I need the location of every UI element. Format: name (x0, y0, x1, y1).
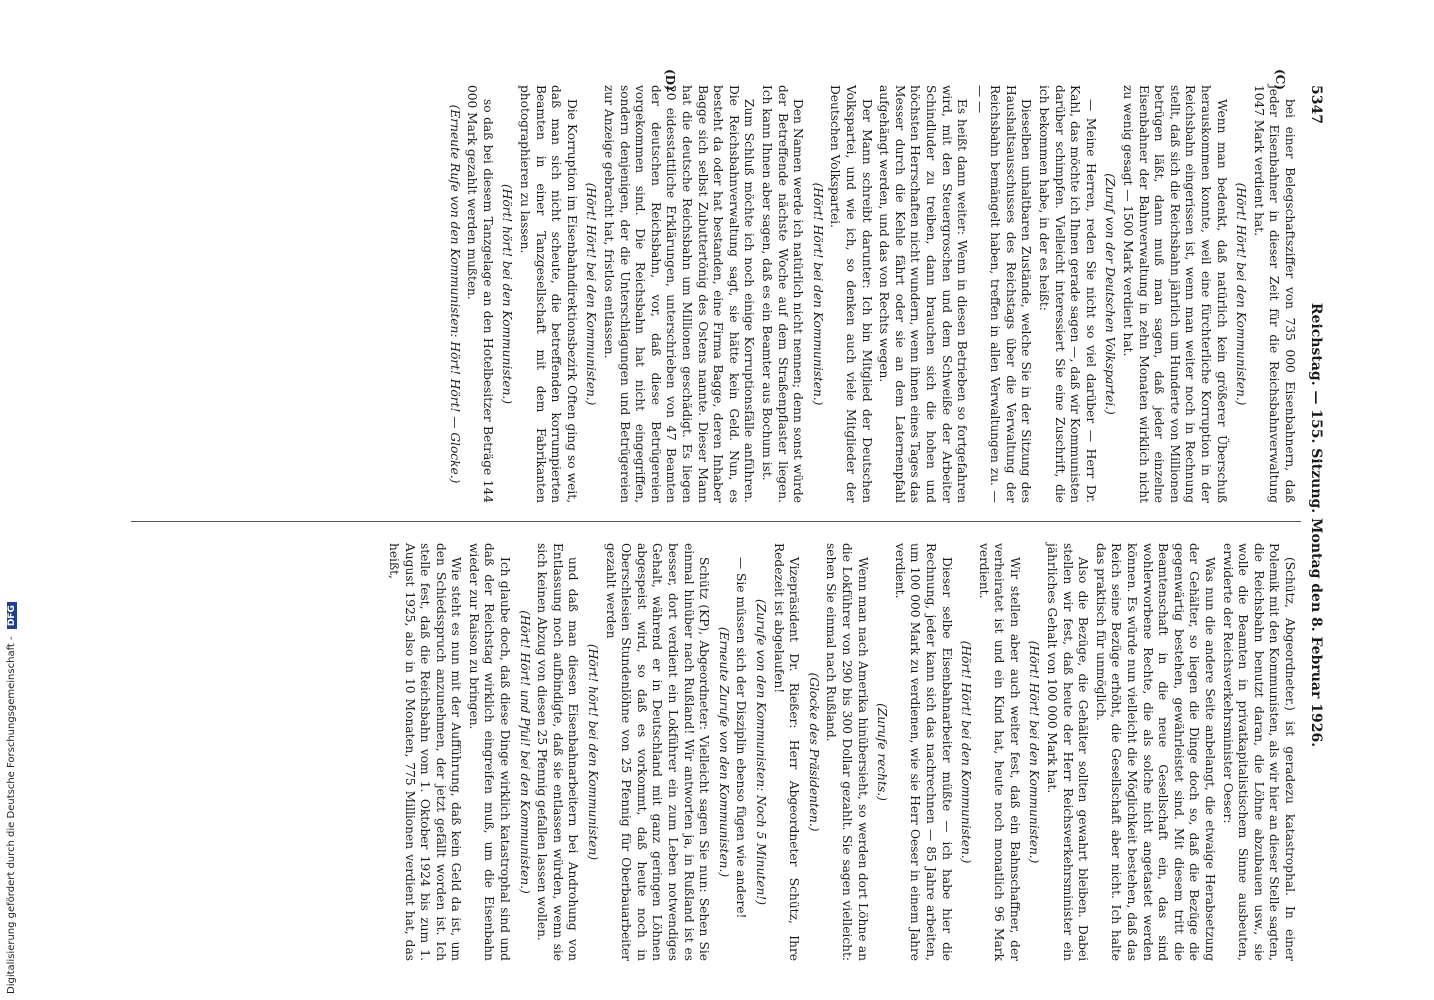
digitization-credit (6, 602, 17, 994)
page-number: 5347 (1308, 85, 1324, 124)
margin-marker-d: (D) (663, 69, 677, 91)
paragraph: bei einer Belegschaftsziffer von 735 000 Eisenbahnern, daß jeder Eisenbahner in dieser Zeit für die Reichsbahnverwaltung 1047 Mark verdient hat. (1251, 85, 1297, 503)
paragraph: Also die Bezüge, die Gehälter sollten gewahrt bleiben. Dabei stellen wir fest, daß heute der Herr Reichsverkehrsminister ein jährliches Gehalt von 100 000 Mark hat. (1045, 543, 1091, 961)
credit-text: Digitalisierung gefördert durch die Deutsche Forschungsgemeinschaft - (6, 636, 17, 994)
paragraph: Was nun die andere Seite anbelangt, die etwaige Herabsetzung der Gehälter, so liegen die Dinge doch so, daß die Bezüge die gegenwärtig bestehen, gewährleistet sind. Mit diesem tritt die Beamtenschaft in die neue Gesellschaft ein, das sind wohlerworbene Rechte, die als solche nicht angetastet werden können. Es würde nun vielleicht die Möglichkeit bestehen, daß das Reich seine Bezüge erhöht, die Gesellschaft aber nicht. Ich halte das praktisch für unmöglich. (1093, 543, 1218, 961)
dfg-logo-icon: DFG (7, 602, 17, 629)
column-divider (131, 521, 1301, 522)
paragraph: Die Korruption im Eisenbahndirektionsbezirk Often ging so weit, daß man sich nicht scheute, die betreffenden korrumpierten Beamten in einer Tanzgesellschaft mit dem Fabrikanten photographieren zu lassen. (518, 85, 579, 503)
running-header (1305, 85, 1327, 965)
interjection: (Erneute Rufe von den Kommunisten: Hört! Hört! — Glocke.) (447, 104, 462, 484)
left-column (442, 85, 1297, 503)
interjection: (Zurufe von den Kommunisten: Noch 5 Minuten!) (754, 599, 768, 905)
paragraph: und daß man diesen Eisenbahnarbeitern bei Androhung von Entlassung noch aufbindigte, daß sie entlassen würden, wenn sie sich keinen Abzug von diesen 25 Pfennig gefallen lassen wollen. (535, 543, 581, 961)
paragraph: Wenn man bedenkt, daß natürlich kein größerer Überschuß herauskommen konnte, weil eine fürchterliche Korruption in der Reichsbahn eingerissen ist, wenn man weiter noch in Rechnung stellt, daß sich die Reichsbahn jährlich um Hunderte von Millionen betrügen läßt, dann muß man sagen, daß jeder einzelne Eisenbahner der Bahnverwaltung in zehn Monaten wirklich nicht zu wenig gesagt — 1500 Mark verdient hat. (1121, 85, 1229, 503)
paragraph: Schütz (KP), Abgeordneter: Vielleicht sagen Sie nun: Sehen Sie einmal hinüber nach Rußland! Wir antworten ja, in Rußland ist es besser, dort verdient ein Lokführer ein zum Leben notwendiges Gehalt, während er in Deutschland mit ganz geringen Löhnen abgespeist wird, so daß es vorkommt, daß heute noch in Oberschlesien Stundenlöhne von 25 Pfennig für Oberbauarbeiter gezahlt werden (603, 543, 712, 961)
interjection: (Erneute Zurufe von den Kommunisten.) (716, 626, 731, 878)
paragraph: Dieselben unhaltbaren Zustände, welche Sie in der Sitzung des Haushaltsausschusses des Reichstags über die Verwaltung der Reichsbahn bemängelt haben, treffen in allen Verwaltungen zu. — — — (972, 85, 1034, 503)
interjection: (Hört! Hört! bei den Kommunisten.) (810, 182, 825, 406)
paragraph: Zum Schluß möchte ich noch einige Korruptionsfälle anführen. Die Reichsbahnverwaltung sagt, sie hätte kein Geld. Nun, es besteht da oder hat bestanden, eine Firma Bagge, deren Inhaber Bagge sich selbst Zubuttertönig des Ostens nannte. Dieser Mann hat die deutsche Reichsbahn um Millionen geschädigt. Es liegen 20 eidesstattliche Erklärungen, unterschrieben von 47 Beamten der deutschen Reichsbahn, vor, daß diese Betrügereien vorgekommen sind. Die Reichsbahn hat nicht eingegriffen, sondern denjenigen, der die Unterschlagungen und Betrügereien zur Anzeige gebracht hat, fristlos entlassen. (602, 85, 757, 503)
margin-marker-c: (C) (1273, 69, 1287, 90)
right-column (383, 543, 1297, 961)
paragraph: Ich glaube doch, daß diese Dinge wirklich katastrophal sind und daß der Reichstag wirklich eingreifen muß, um die Eisenbahn wieder zur Raison zu bringen. (466, 543, 513, 961)
rotated-document-page (107, 69, 1327, 965)
interjection: (Hört! hört! bei den Kommunisten) (586, 643, 601, 861)
paragraph: Wie steht es nun mit der Aufführung, daß kein Geld da ist, um den Schiedsspruch anzunehmen, der jetzt gefällt worden ist. Ich stelle fest, daß die Reichsbahn vom 1. Oktober 1924 bis zum 1. August 1925, also in 10 Monaten, 775 Millionen verdient hat, das heißt, (386, 543, 464, 961)
paragraph: Es heißt dann weiter: Wenn in diesen Betrieben so fortgefahren wird, mit den Steuergroschen und dem Schweiße der Arbeiter Schindluder zu treiben, dann brauchen sich die hohen und höchsten Herrschaften nicht wundern, wenn ihnen eines Tages das Messer durch die Kehle fährt oder sie an dem Laternenpfahl aufgehängt werden, und das von Rechts wegen. (877, 85, 970, 503)
running-title: Reichstag. — 155. Sitzung. Montag den 8. Februar 1926. (1308, 302, 1324, 748)
interjection: (Hört! Hört! bei den Kommunisten.) (959, 640, 974, 864)
paragraph: — Meine Herren, reden Sie nicht so viel darüber — Herr Dr. Kahl, das möchte ich Ihnen gerade sagen —, daß wir Kommunisten darüber schimpfen. Vielleicht interessiert Sie eine Zuschrift, die ich bekommen habe, in der es heißt: (1037, 85, 1098, 503)
paragraph: Den Namen werde ich natürlich nicht nennen; denn sonst würde der Betreffende nächste Woche auf dem Straßenpflaster liegen. Ich kann Ihnen aber sagen, daß es ein Beamter aus Bochum ist. (760, 85, 806, 503)
interjection: (Hört! Hört! und Pfui! bei den Kommunisten.) (517, 610, 532, 894)
interjection: (Glocke des Präsidenten.) (806, 672, 821, 832)
interjection: (Hört! Hört! bei den Kommunisten.) (1234, 182, 1249, 406)
paragraph: (Schütz, Abgeordneter.) ist geradezu katastrophal. In einer Polemik mit den Kommunisten, als wir hier an dieser Stelle sagten, die Reichsbahn benutzt daran, die Löhne abzubauen usw., sie wolle die Beamten in privatkapitalistischem Sinne ausbeuten, erwiderte der Reichsverkehrsminister Oeser: (1220, 543, 1297, 961)
interjection: (Hört! Hört! bei den Kommunisten.) (584, 182, 599, 406)
paragraph: Wenn man nach Amerika hinübersieht, so werden dort Löhne an die Lokführer von 290 bis 300 Dollar gezahlt. Sie sagen vielleicht: sehen Sie einmal nach Rußland. (824, 543, 870, 961)
paragraph: Der Mann schreibt darunter: Ich bin Mitglied der Deutschen Volkspartei, und wie ich, so denken auch viele Mitglieder der Deutschen Volkspartei. (828, 85, 874, 503)
interjection: (Zuruf von der Deutschen Volkspartei.) (1103, 173, 1118, 415)
paragraph: Wir stellen aber auch weiter fest, daß ein Bahnschaffner, der verheiratet ist und ein Kind hat, heute noch monatlich 96 Mark verdient. (976, 543, 1022, 961)
interjection: (Hört! hört! bei den Kommunisten.) (500, 183, 515, 405)
paragraph: so daß bei diesem Tanzgelage an den Hotelbesitzer Beträge 144 000 Mark gezahlt werden mußten. (465, 85, 495, 503)
interjection: (Hört! Hört! bei den Kommunisten.) (1027, 640, 1042, 864)
paragraph: Vizepräsident Dr. Rießer: Herr Abgeordneter Schütz, Ihre Redezeit ist abgelaufen! (771, 543, 802, 961)
paragraph: — Sie müssen sich der Disziplin ebenso fügen wie andere! (734, 557, 749, 919)
interjection: (Zurufe rechts.) (875, 703, 890, 801)
paragraph: Dieser selbe Eisenbahnarbeiter müßte — ich habe hier die Rechnung, jeder kann sich das nachrechnen — 85 Jahre arbeiten, um 100 000 Mark zu verdienen, wie sie Herr Oeser in einem Jahre verdient. (892, 543, 954, 961)
